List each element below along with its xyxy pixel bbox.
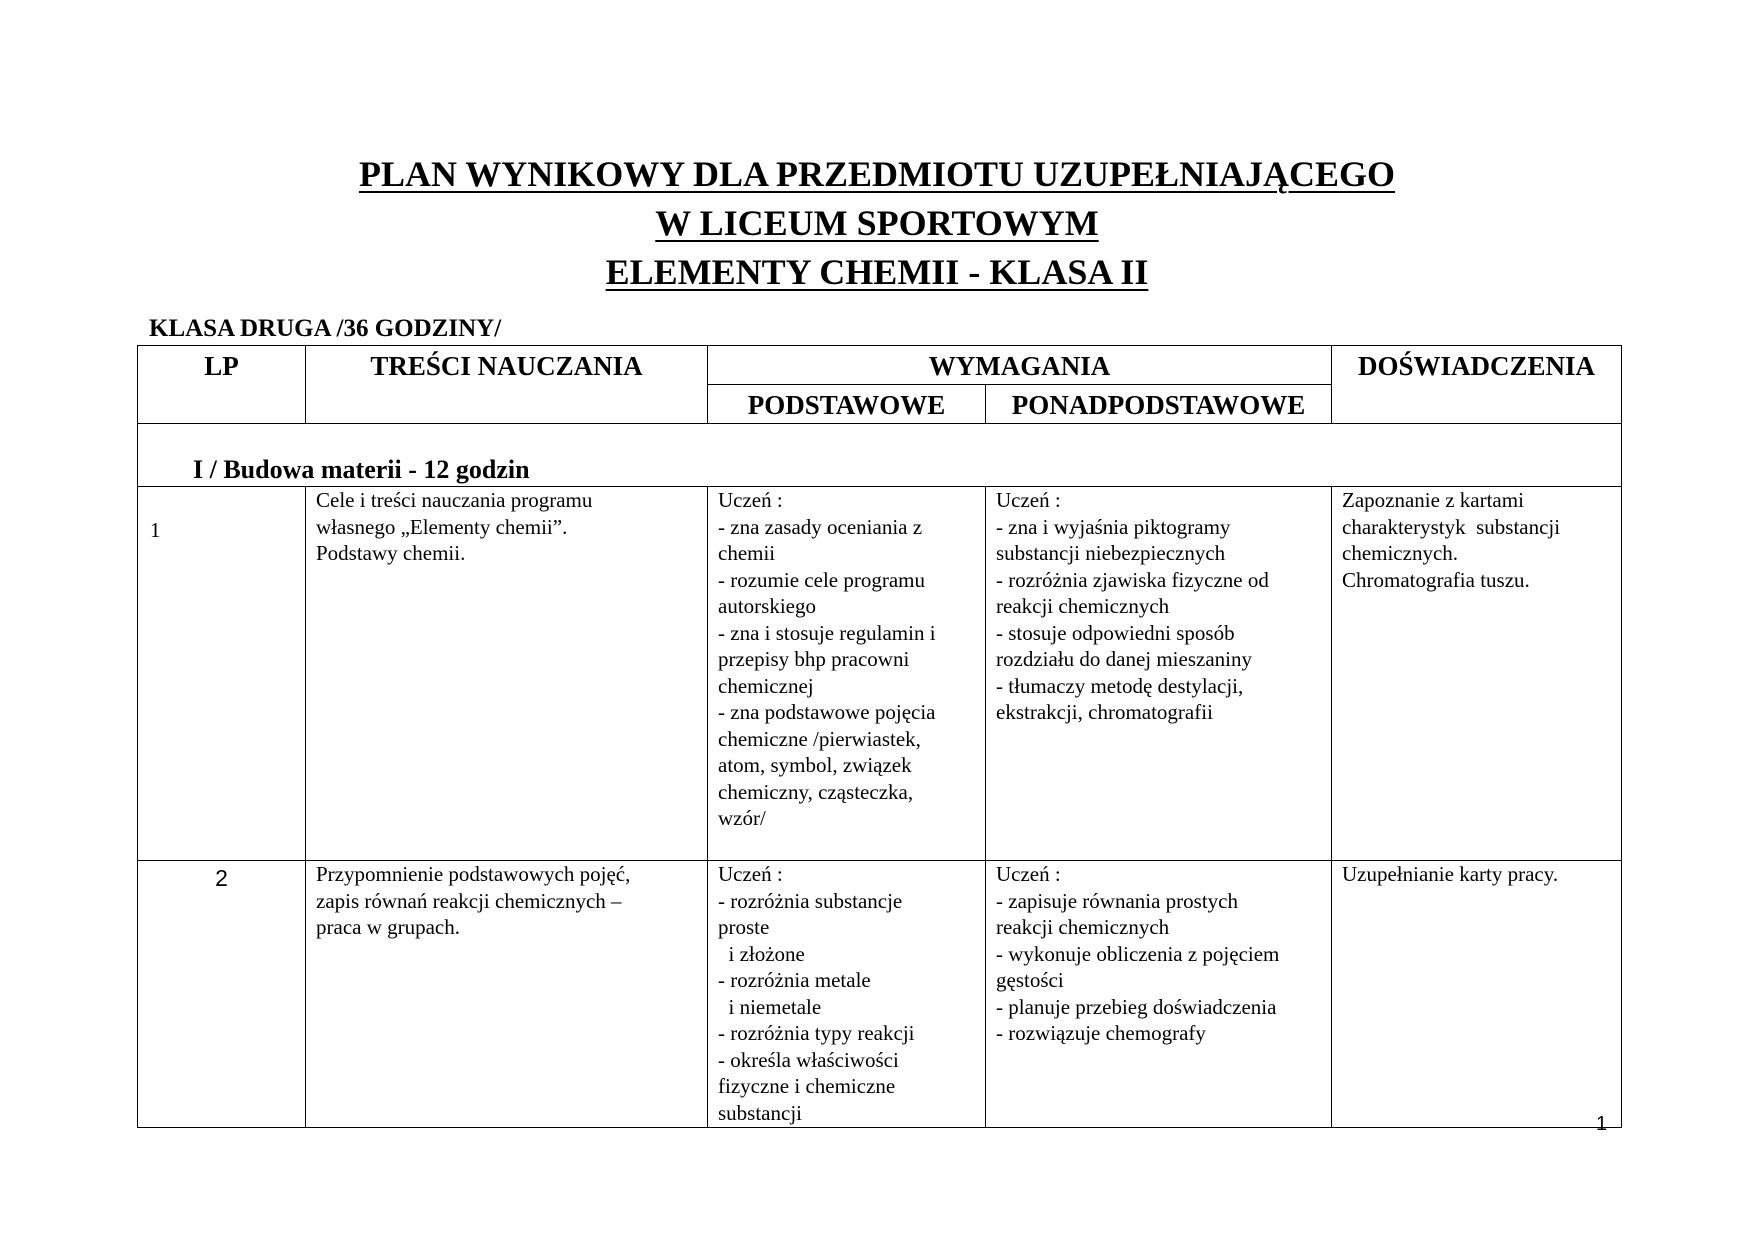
row-basic-requirements	[708, 487, 986, 861]
text-line: Przypomnienie podstawowych pojęć,	[316, 862, 631, 886]
text-line: Podstawy chemii.	[316, 541, 466, 565]
text-line: Chromatografia tuszu.	[1342, 567, 1530, 592]
text-line: chemiczny, cząsteczka,	[718, 779, 914, 804]
title-line-1: PLAN WYNIKOWY DLA PRZEDMIOTU UZUPEŁNIAJĄCEGO	[358, 154, 1396, 194]
row-advanced-requirements	[986, 861, 1332, 1128]
text-line: ekstrakcji, chromatografii	[996, 700, 1213, 724]
text-line: - zna i stosuje regulamin i	[718, 620, 936, 645]
page-number: 1	[1596, 1113, 1608, 1135]
text-line: - rozróżnia metale	[718, 968, 871, 992]
row-content	[306, 487, 708, 861]
text-line: atom, symbol, związek	[718, 753, 912, 777]
header-lp: LP	[138, 346, 306, 424]
table-row	[138, 861, 1622, 1128]
text-line: autorskiego	[718, 594, 816, 618]
text-line: praca w grupach.	[316, 915, 461, 939]
text-line: własnego „Elementy chemii”.	[316, 514, 568, 539]
row-experiments	[1332, 861, 1622, 1128]
text-line: chemiczne /pierwiastek,	[718, 726, 921, 751]
header-advanced: PONADPODSTAWOWE	[986, 385, 1332, 424]
text-line: - zna podstawowe pojęcia	[718, 700, 936, 724]
text-line: Uczeń :	[718, 862, 783, 886]
table-row	[138, 487, 1622, 861]
text-line: - planuje przebieg doświadczenia	[996, 994, 1277, 1019]
text-line: chemii	[718, 541, 776, 565]
text-line: rozdziału do danej mieszaniny	[996, 647, 1252, 671]
text-line: - rozumie cele programu	[718, 567, 925, 592]
text-line: Uczeń :	[996, 862, 1061, 886]
text-line: chemicznych.	[1342, 541, 1459, 565]
header-content: TREŚCI NAUCZANIA	[306, 346, 708, 424]
text-line: substancji	[718, 1100, 802, 1125]
header-experiments: DOŚWIADCZENIA	[1332, 346, 1622, 424]
row-lp: 2	[138, 861, 306, 1128]
row-experiments	[1332, 487, 1622, 861]
header-basic: PODSTAWOWE	[708, 385, 986, 424]
text-line: zapis równań reakcji chemicznych –	[316, 888, 622, 913]
text-line: - zna zasady oceniania z	[718, 514, 923, 539]
text-line: chemicznej	[718, 673, 814, 698]
text-line: Uczeń :	[996, 488, 1061, 512]
text-line: reakcji chemicznych	[996, 594, 1170, 618]
text-line: - stosuje odpowiedni sposób	[996, 620, 1235, 645]
text-line: proste	[718, 915, 770, 939]
text-line: - rozróżnia zjawiska fizyczne od	[996, 567, 1269, 592]
text-line: - tłumaczy metodę destylacji,	[996, 673, 1244, 698]
text-line: Uczeń :	[718, 488, 783, 512]
text-line: - zapisuje równania prostych	[996, 888, 1239, 913]
text-line: - rozróżnia typy reakcji	[718, 1021, 915, 1045]
text-line: i złożone	[718, 941, 805, 966]
text-line: i niemetale	[718, 994, 822, 1019]
text-line: - rozwiązuje chemografy	[996, 1021, 1206, 1045]
header-requirements: WYMAGANIA	[708, 346, 1332, 385]
text-line: fizyczne i chemiczne	[718, 1074, 896, 1098]
text-line: - określa właściwości	[718, 1047, 899, 1072]
text-line: Cele i treści nauczania programu	[316, 488, 593, 512]
title-line-3: ELEMENTY CHEMII - KLASA II	[605, 252, 1149, 292]
text-line: Uzupełnianie karty pracy.	[1342, 862, 1559, 886]
text-line: substancji niebezpiecznych	[996, 541, 1226, 565]
plan-table	[137, 345, 1622, 1128]
text-line: Zapoznanie z kartami	[1342, 488, 1524, 512]
section-title: I / Budowa materii - 12 godzin	[193, 455, 530, 484]
row-content	[306, 861, 708, 1128]
row-basic-requirements	[708, 861, 986, 1128]
text-line: - rozróżnia substancje	[718, 888, 903, 913]
text-line: reakcji chemicznych	[996, 915, 1170, 939]
title-line-2: W LICEUM SPORTOWYM	[655, 203, 1099, 243]
section-row	[138, 424, 1622, 487]
text-line: przepisy bhp pracowni	[718, 647, 910, 671]
row-advanced-requirements	[986, 487, 1332, 861]
class-heading: KLASA DRUGA /36 GODZINY/	[149, 315, 502, 342]
text-line: gęstości	[996, 968, 1064, 992]
text-line: - zna i wyjaśnia piktogramy	[996, 514, 1231, 539]
row-lp: 1	[138, 487, 306, 861]
text-line: wzór/	[718, 806, 766, 830]
document-title	[0, 150, 1754, 297]
text-line: charakterystyk substancji	[1342, 514, 1561, 539]
text-line: - wykonuje obliczenia z pojęciem	[996, 941, 1280, 966]
